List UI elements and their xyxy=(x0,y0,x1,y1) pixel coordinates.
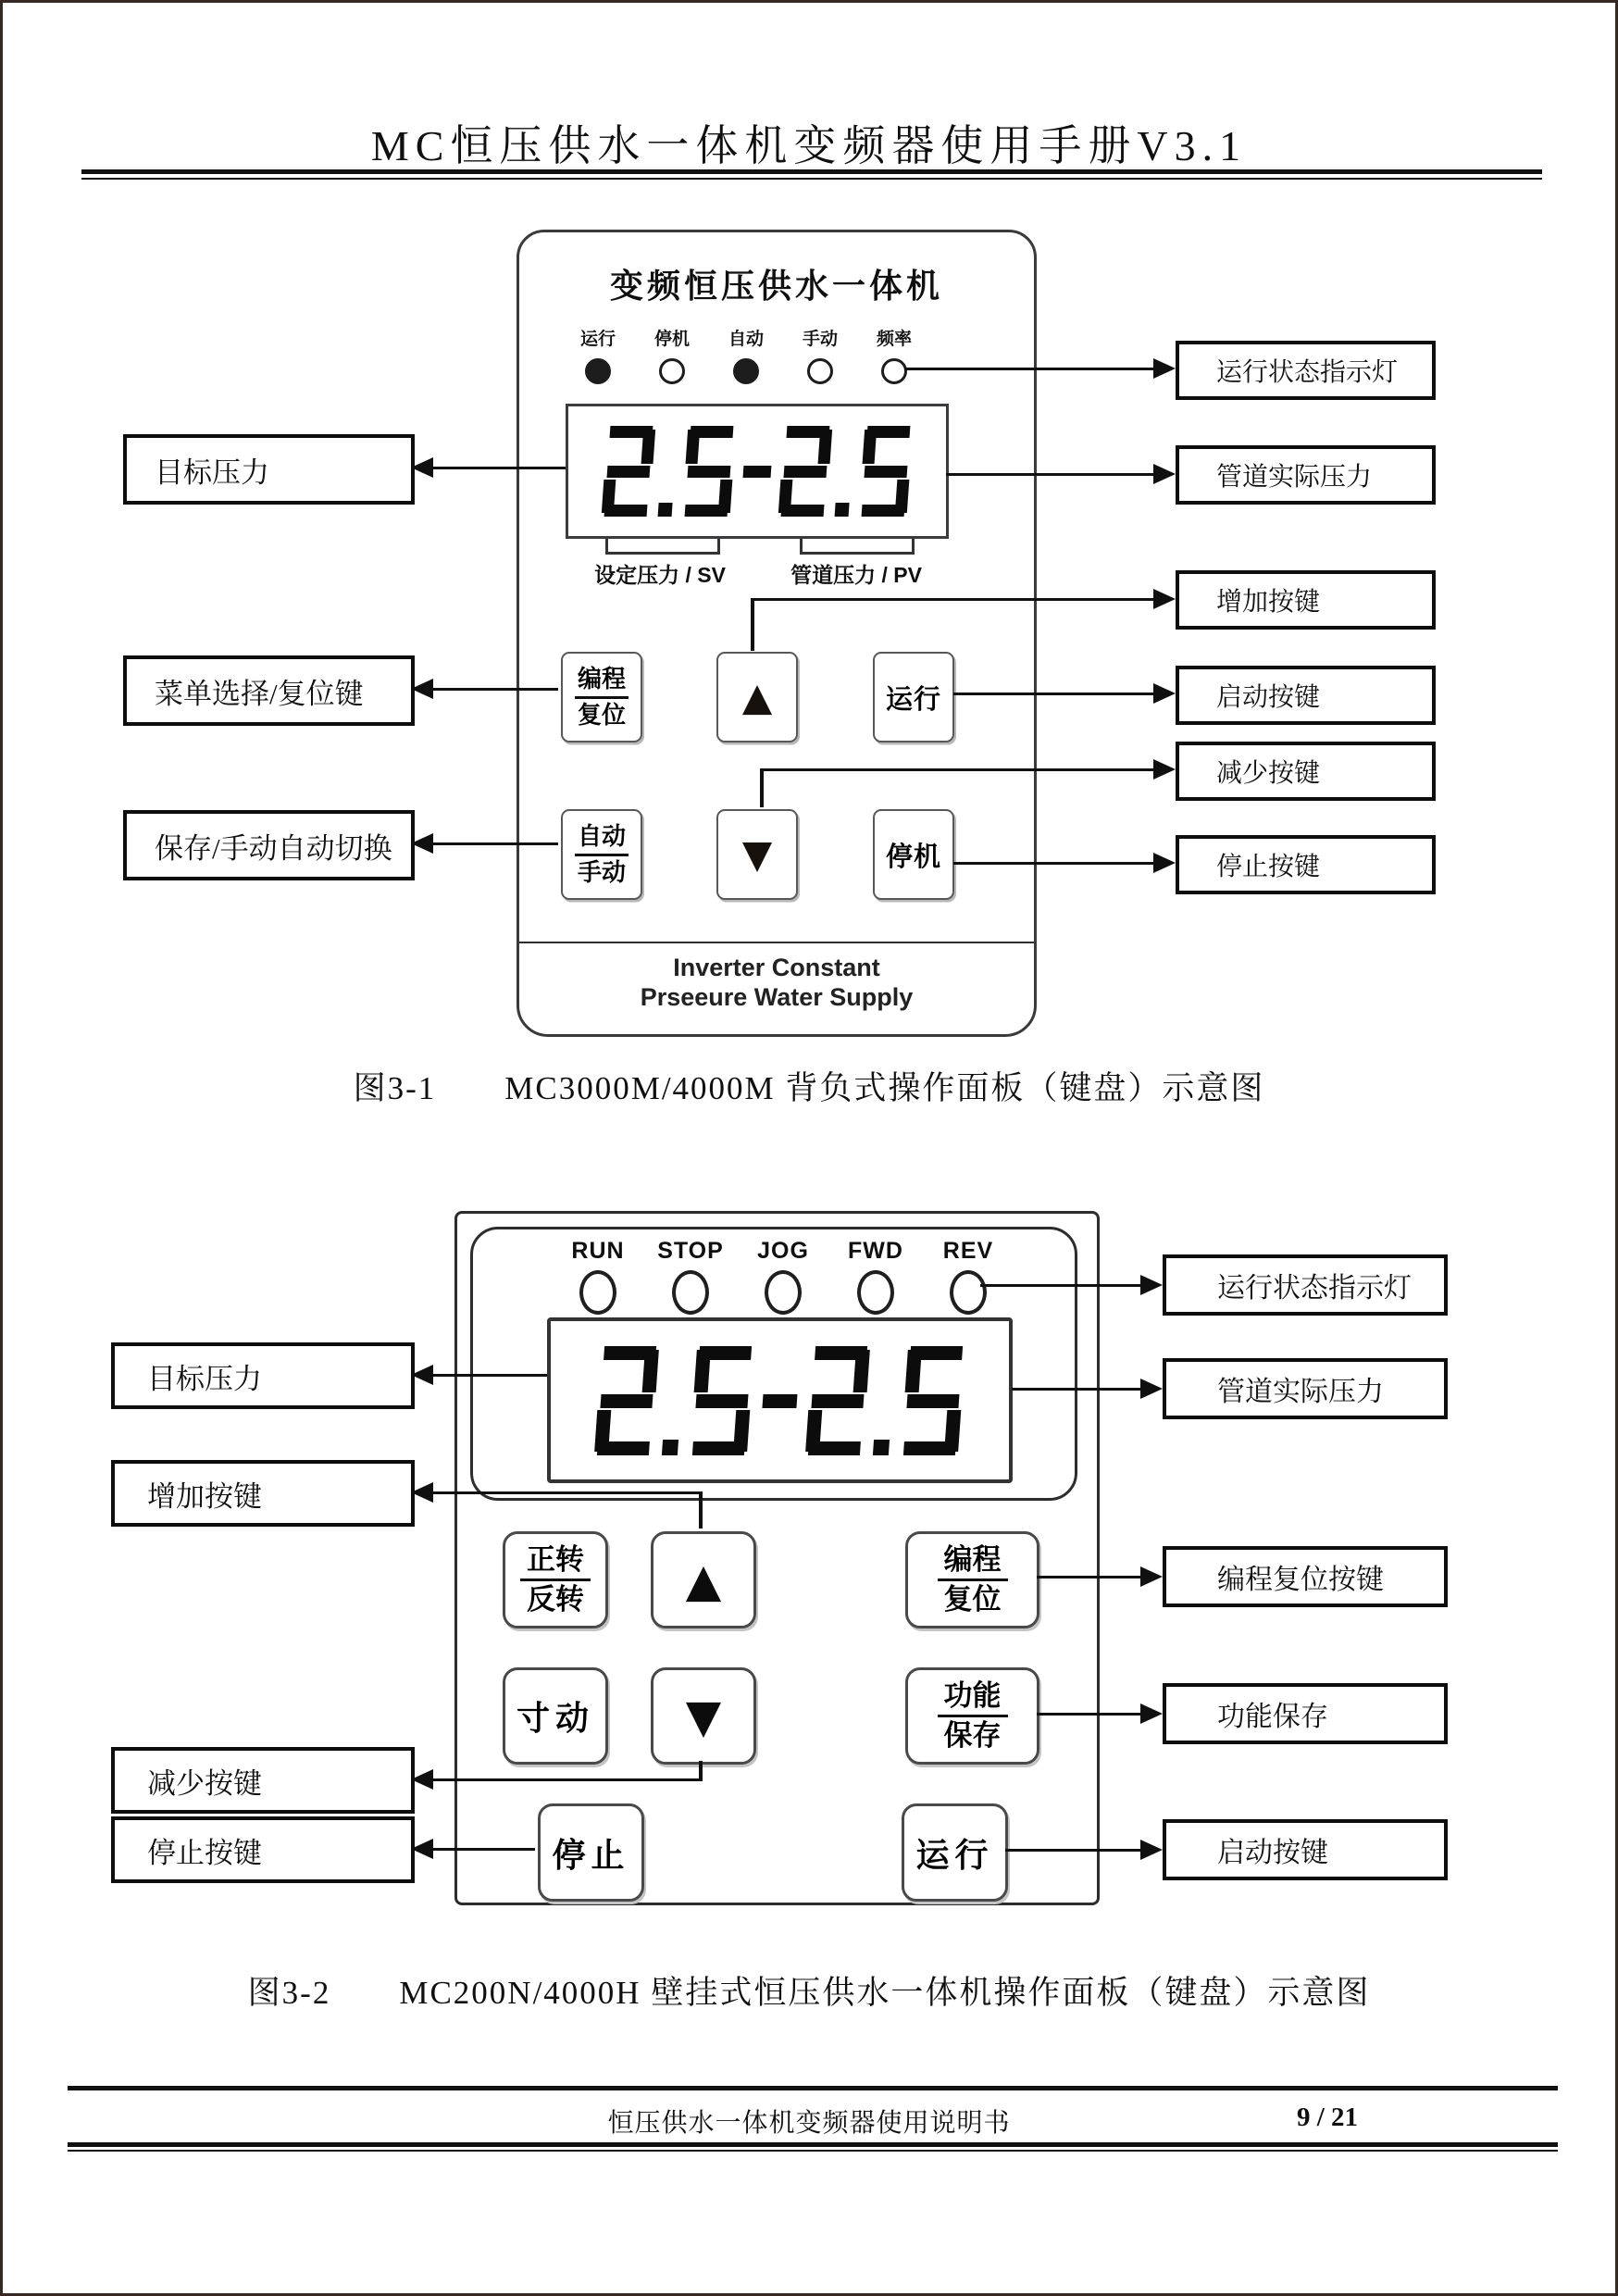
fraction-divider xyxy=(938,1578,1008,1581)
callout-label: 管道实际压力 xyxy=(1217,1377,1384,1407)
callout-increase-key xyxy=(111,1460,415,1527)
arrow-right-icon xyxy=(1140,1379,1163,1399)
fraction-divider xyxy=(575,854,629,856)
button-label-top: 自动 xyxy=(577,821,626,850)
down-triangle-icon: ▼ xyxy=(741,831,773,877)
indicator-label: STOP xyxy=(657,1238,724,1264)
callout-decrease-key xyxy=(111,1747,415,1814)
button-label: 停机 xyxy=(885,842,941,872)
stop-led-icon xyxy=(659,358,685,384)
frequency-led-icon xyxy=(881,358,907,384)
callout-label: 功能保存 xyxy=(1217,1702,1328,1732)
increase-button[interactable] xyxy=(716,652,798,742)
decrease-button[interactable] xyxy=(651,1667,756,1765)
callout-label: 增加按键 xyxy=(147,1479,262,1513)
button-label-top: 编程 xyxy=(943,1542,1002,1576)
header-rule-thin xyxy=(81,178,1542,180)
run-led-icon xyxy=(579,1270,616,1315)
button-label: 运行 xyxy=(915,1836,994,1874)
connector-line xyxy=(431,688,558,691)
fraction-divider xyxy=(938,1715,1008,1717)
arrow-left-icon xyxy=(411,679,433,699)
sv-label: 设定压力 / SV xyxy=(594,563,726,587)
page-number: 9 / 21 xyxy=(1297,2103,1359,2132)
decrease-button[interactable] xyxy=(716,809,798,900)
callout-label: 保存/手动自动切换 xyxy=(155,831,392,865)
header-rule-thick xyxy=(81,169,1542,174)
arrow-left-icon xyxy=(411,833,433,854)
function-save-button[interactable] xyxy=(905,1667,1039,1765)
callout-target-pressure xyxy=(123,434,415,505)
pv-label: 管道压力 / PV xyxy=(790,563,922,587)
indicator-jog xyxy=(741,1238,825,1315)
button-label: 寸动 xyxy=(516,1700,594,1737)
callout-pipe-pressure xyxy=(1176,445,1436,505)
button-label-bottom: 复位 xyxy=(943,1583,1002,1616)
figure1-caption: 图3-1 MC3000M/4000M 背负式操作面板（键盘）示意图 xyxy=(353,1070,1265,1106)
callout-menu-reset xyxy=(123,655,415,726)
brand-line-2: Prseeure Water Supply xyxy=(640,983,914,1012)
arrow-right-icon xyxy=(1153,853,1176,873)
run-button[interactable] xyxy=(902,1803,1008,1902)
arrow-right-icon xyxy=(1140,1275,1163,1295)
connector-line xyxy=(904,368,1153,370)
arrow-right-icon xyxy=(1140,1566,1163,1587)
down-triangle-icon: ▼ xyxy=(685,1689,722,1743)
indicator-rev xyxy=(927,1238,1010,1315)
jog-button[interactable] xyxy=(503,1667,608,1765)
arrow-right-icon xyxy=(1140,1840,1163,1860)
run-button[interactable] xyxy=(873,652,954,742)
button-label-bottom: 保存 xyxy=(943,1719,1002,1752)
callout-stop-key xyxy=(111,1816,415,1883)
arrow-right-icon xyxy=(1153,358,1176,379)
arrow-left-icon xyxy=(411,1482,433,1503)
button-label-bottom: 手动 xyxy=(577,857,626,886)
callout-label: 减少按键 xyxy=(1216,759,1321,788)
panel1-title: 变频恒压供水一体机 xyxy=(609,267,943,305)
button-label-bottom: 反转 xyxy=(527,1583,584,1616)
connector-line xyxy=(431,1374,547,1377)
connector-elbow xyxy=(699,1761,703,1780)
connector-line xyxy=(1012,1388,1140,1391)
program-reset-button[interactable] xyxy=(561,652,642,742)
program-reset-button[interactable] xyxy=(905,1531,1039,1628)
callout-program-reset-key xyxy=(1163,1546,1448,1607)
connector-line xyxy=(760,768,1153,771)
connector-line xyxy=(1037,1576,1140,1578)
indicator-frequency xyxy=(857,325,931,384)
manual-led-icon xyxy=(807,358,833,384)
connector-line xyxy=(751,598,1153,601)
arrow-right-icon xyxy=(1140,1703,1163,1724)
arrow-left-icon xyxy=(411,457,433,478)
indicator-auto xyxy=(709,325,783,384)
figure2-caption: 图3-2 MC200N/4000H 壁挂式恒压供水一体机操作面板（键盘）示意图 xyxy=(247,1975,1371,2011)
indicator-run xyxy=(561,325,635,384)
connector-line xyxy=(431,1491,703,1494)
panel1-footer-divider xyxy=(519,942,1034,943)
connector-line xyxy=(1037,1713,1140,1716)
jog-led-icon xyxy=(765,1270,802,1315)
auto-led-icon xyxy=(733,358,759,384)
footer-rule-top xyxy=(68,2086,1558,2090)
button-label: 运行 xyxy=(885,684,941,715)
button-label-bottom: 复位 xyxy=(577,700,626,729)
connector-line xyxy=(953,862,1153,865)
up-triangle-icon: ▲ xyxy=(685,1553,722,1607)
callout-start-key xyxy=(1163,1819,1448,1880)
connector-line xyxy=(1005,1849,1140,1852)
pressure-display xyxy=(547,1317,1013,1483)
connector-line xyxy=(431,842,558,845)
indicator-stop xyxy=(649,1238,732,1315)
footer-rule-bottom xyxy=(68,2142,1558,2147)
callout-label: 停止按键 xyxy=(1216,853,1321,881)
arrow-right-icon xyxy=(1153,464,1176,484)
connector-line xyxy=(431,1778,703,1781)
indicator-run xyxy=(556,1238,640,1315)
fraction-divider xyxy=(575,696,629,699)
indicator-stop xyxy=(635,325,709,384)
button-label-top: 编程 xyxy=(577,664,626,693)
connector-elbow xyxy=(699,1493,703,1529)
indicator-label: 运行 xyxy=(579,330,616,349)
arrow-left-icon xyxy=(411,1769,433,1790)
connector-elbow xyxy=(760,770,764,807)
up-triangle-icon: ▲ xyxy=(741,674,773,719)
page-title: MC恒压供水一体机变频器使用手册V3.1 xyxy=(370,122,1248,169)
seven-segment-value xyxy=(602,426,914,517)
callout-label: 目标压力 xyxy=(147,1362,262,1395)
indicator-label: FWD xyxy=(848,1238,903,1264)
indicator-label: 自动 xyxy=(728,330,764,349)
brand-line-1: Inverter Constant xyxy=(673,954,880,981)
callout-label: 目标压力 xyxy=(155,455,269,489)
arrow-right-icon xyxy=(1153,759,1176,780)
callout-stop-key xyxy=(1176,835,1436,894)
pressure-display xyxy=(566,404,949,539)
callout-function-save xyxy=(1163,1683,1448,1744)
callout-label: 增加按键 xyxy=(1216,588,1321,617)
sv-bracket xyxy=(605,539,720,555)
connector-elbow xyxy=(751,600,754,651)
callout-target-pressure xyxy=(111,1342,415,1409)
run-led-icon xyxy=(585,358,611,384)
indicator-label: JOG xyxy=(757,1238,809,1264)
stop-led-icon xyxy=(672,1270,709,1315)
button-label-top: 功能 xyxy=(943,1678,1002,1712)
connector-line xyxy=(431,1848,535,1851)
callout-pipe-pressure xyxy=(1163,1358,1448,1419)
connector-line xyxy=(431,467,566,469)
connector-line xyxy=(946,473,1153,476)
button-label-top: 正转 xyxy=(527,1542,584,1576)
stop-button[interactable] xyxy=(538,1803,644,1902)
connector-line xyxy=(980,1284,1140,1287)
callout-save-switch xyxy=(123,810,415,880)
fwd-led-icon xyxy=(857,1270,894,1315)
increase-button[interactable] xyxy=(651,1531,756,1628)
arrow-left-icon xyxy=(411,1839,433,1859)
callout-decrease-key xyxy=(1176,742,1436,801)
button-label: 停止 xyxy=(552,1836,630,1874)
stop-button[interactable] xyxy=(873,809,954,900)
footer-rule-bottom-thin xyxy=(68,2150,1558,2152)
brand-text xyxy=(519,953,1034,1013)
callout-status-leds xyxy=(1163,1254,1448,1316)
callout-label: 启动按键 xyxy=(1216,683,1321,712)
indicator-fwd xyxy=(834,1238,917,1315)
callout-label: 减少按键 xyxy=(147,1766,262,1800)
rev-led-icon xyxy=(950,1270,987,1315)
indicator-label: 手动 xyxy=(802,330,838,349)
indicator-manual xyxy=(783,325,857,384)
connector-line xyxy=(953,693,1153,695)
arrow-right-icon xyxy=(1153,683,1176,704)
callout-start-key xyxy=(1176,666,1436,725)
indicator-label: RUN xyxy=(571,1238,625,1264)
callout-status-leds xyxy=(1176,341,1436,400)
callout-increase-key xyxy=(1176,570,1436,630)
indicator-label: REV xyxy=(942,1238,994,1264)
arrow-left-icon xyxy=(411,1365,433,1385)
callout-label: 运行状态指示灯 xyxy=(1217,1273,1412,1304)
forward-reverse-button[interactable] xyxy=(503,1531,608,1628)
panel-mc3000m xyxy=(517,230,1037,1037)
footer-doc-title: 恒压供水一体机变频器使用说明书 xyxy=(607,2109,1011,2138)
seven-segment-value xyxy=(594,1346,965,1455)
callout-label: 管道实际压力 xyxy=(1216,463,1373,492)
arrow-right-icon xyxy=(1153,589,1176,609)
auto-manual-button[interactable] xyxy=(561,809,642,900)
callout-label: 运行状态指示灯 xyxy=(1216,358,1399,387)
callout-label: 启动按键 xyxy=(1217,1838,1328,1868)
callout-label: 停止按键 xyxy=(147,1836,262,1869)
fraction-divider xyxy=(520,1578,591,1581)
pv-bracket xyxy=(800,539,915,555)
callout-label: 编程复位按键 xyxy=(1217,1565,1384,1595)
indicator-label: 频率 xyxy=(876,330,912,349)
indicator-label: 停机 xyxy=(653,330,690,349)
panel-mc200n xyxy=(454,1211,1100,1905)
callout-label: 菜单选择/复位键 xyxy=(155,677,364,710)
